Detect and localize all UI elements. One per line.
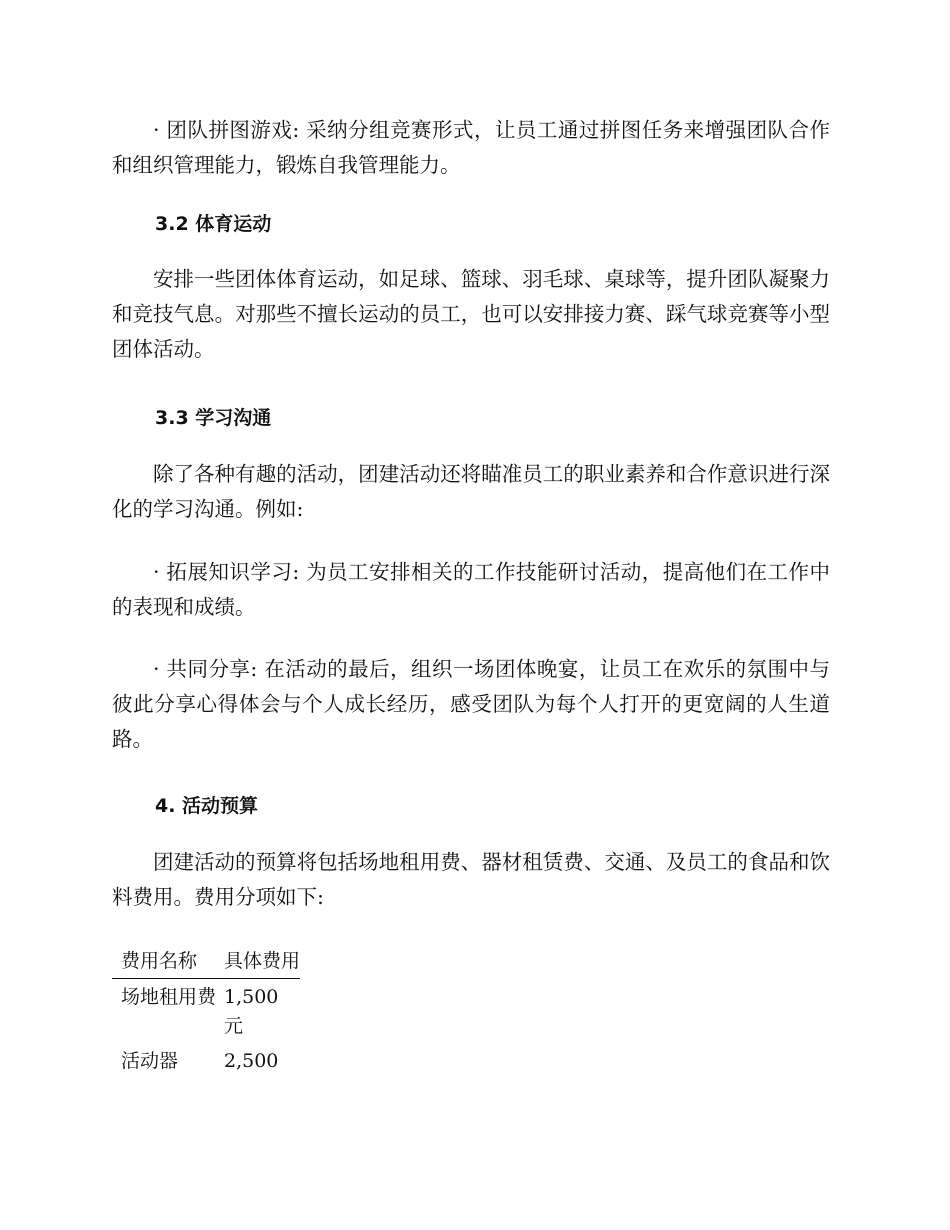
table-cell: 1,500 元: [224, 986, 279, 1037]
table-row: [112, 979, 300, 1043]
heading-4: 4. 活动预算: [155, 795, 259, 817]
paragraph-knowledge: · 拓展知识学习: 为员工安排相关的工作技能研讨活动，提高他们在工作中的表现和成绩。: [112, 560, 830, 619]
table-cell: 场地租用费: [121, 986, 217, 1008]
paragraph-sports: 安排一些团体体育运动，如足球、篮球、羽毛球、桌球等，提升团队凝聚力和竞技气息。对那些不擅长运动的员工，也可以安排接力赛、踩气球竞赛等小型团体活动。: [112, 267, 830, 361]
table-cell: 活动器: [121, 1050, 179, 1072]
table-header-cell: 费用名称: [121, 950, 198, 972]
table-cell: 2,500: [224, 1050, 279, 1072]
budget-table: [112, 945, 300, 1078]
paragraph-learning: 除了各种有趣的活动，团建活动还将瞄准员工的职业素养和合作意识进行深化的学习沟通。例如:: [112, 462, 830, 521]
heading-3-3: 3.3 学习沟通: [155, 407, 272, 429]
paragraph-sharing: · 共同分享: 在活动的最后，组织一场团体晚宴，让员工在欢乐的氛围中与彼此分享心得体会与个人成长经历，感受团队为每个人打开的更宽阔的人生道路。: [112, 657, 830, 751]
paragraph-budget: 团建活动的预算将包括场地租用费、器材租赁费、交通、及员工的食品和饮料费用。费用分项如下:: [112, 850, 830, 909]
table-row: [112, 1043, 300, 1078]
table-header-cell: 具体费用: [224, 950, 301, 972]
heading-3-2: 3.2 体育运动: [155, 213, 272, 235]
paragraph-team-puzzle: · 团队拼图游戏: 采纳分组竞赛形式，让员工通过拼图任务来增强团队合作和组织管理能力，锻炼自我管理能力。: [112, 118, 830, 177]
table-header-row: [112, 945, 300, 979]
